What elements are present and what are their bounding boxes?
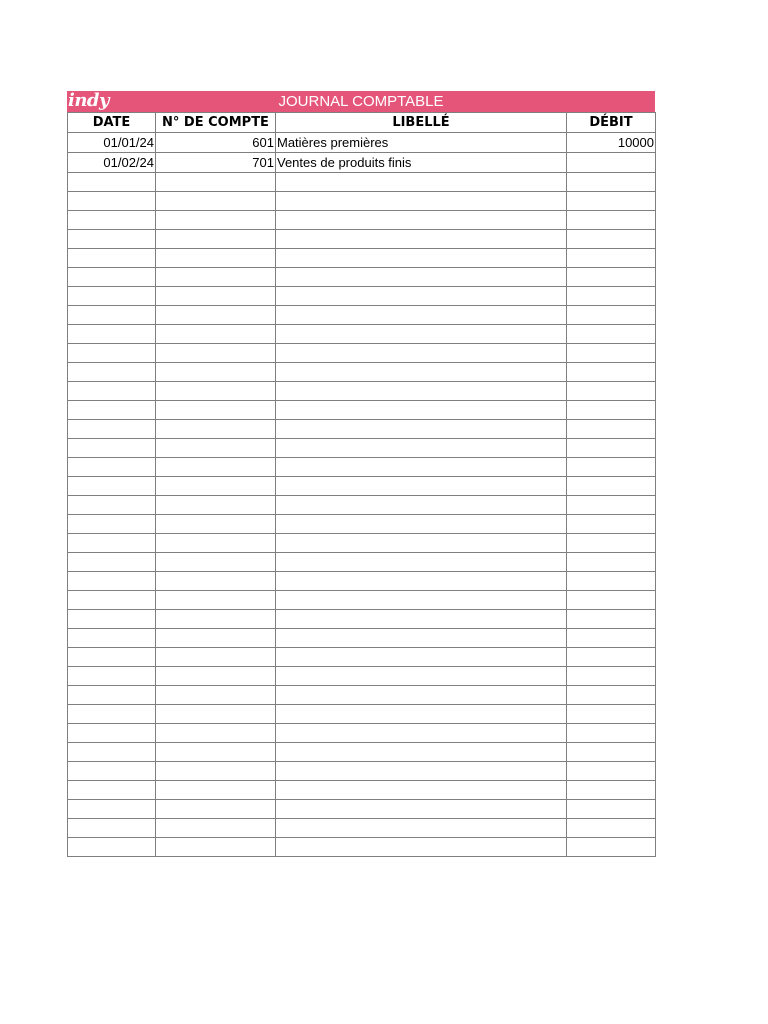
debit-cell[interactable] [567,287,656,306]
date-cell[interactable] [68,572,156,591]
label-cell[interactable] [276,401,567,420]
date-cell[interactable]: 01/02/24 [68,153,156,173]
label-cell[interactable] [276,667,567,686]
debit-cell[interactable] [567,705,656,724]
account-cell[interactable] [156,287,276,306]
table-row [68,268,656,287]
account-cell[interactable] [156,439,276,458]
account-cell[interactable] [156,534,276,553]
account-cell[interactable] [156,629,276,648]
date-cell[interactable] [68,211,156,230]
column-header-date: DATE [68,113,156,133]
account-cell[interactable] [156,306,276,325]
date-cell[interactable] [68,249,156,268]
table-row [68,344,656,363]
label-cell[interactable] [276,629,567,648]
table-row [68,230,656,249]
debit-cell[interactable] [567,781,656,800]
debit-cell[interactable] [567,249,656,268]
account-cell[interactable] [156,724,276,743]
table-row [68,762,656,781]
label-cell[interactable] [276,705,567,724]
label-cell[interactable] [276,268,567,287]
debit-cell[interactable] [567,762,656,781]
date-cell[interactable] [68,800,156,819]
account-cell[interactable]: 601 [156,133,276,153]
table-row [68,648,656,667]
debit-cell[interactable] [567,458,656,477]
label-cell[interactable] [276,610,567,629]
label-cell[interactable]: Ventes de produits finis [276,153,567,173]
label-cell[interactable] [276,648,567,667]
debit-cell[interactable] [567,477,656,496]
debit-cell[interactable] [567,591,656,610]
table-row [68,382,656,401]
account-cell[interactable] [156,572,276,591]
date-cell[interactable] [68,819,156,838]
account-cell[interactable] [156,211,276,230]
debit-cell[interactable] [567,648,656,667]
journal-title: JOURNAL COMPTABLE [278,93,444,110]
date-cell[interactable]: 01/01/24 [68,133,156,153]
debit-cell[interactable] [567,686,656,705]
journal-body [68,133,656,857]
date-cell[interactable] [68,344,156,363]
date-cell[interactable] [68,401,156,420]
account-cell[interactable] [156,230,276,249]
date-cell[interactable] [68,439,156,458]
date-cell[interactable] [68,496,156,515]
debit-cell[interactable] [567,153,656,173]
label-cell[interactable] [276,230,567,249]
debit-cell[interactable] [567,610,656,629]
table-row [68,173,656,192]
table-row [68,153,656,173]
account-cell[interactable] [156,800,276,819]
date-cell[interactable] [68,743,156,762]
column-header-debit: DÉBIT [567,113,656,133]
label-cell[interactable] [276,572,567,591]
label-cell[interactable] [276,553,567,572]
account-cell[interactable]: 701 [156,153,276,173]
debit-cell[interactable] [567,515,656,534]
label-cell[interactable] [276,287,567,306]
table-row [68,781,656,800]
debit-cell[interactable] [567,819,656,838]
column-header-label: LIBELLÉ [276,113,567,133]
debit-cell[interactable] [567,401,656,420]
date-cell[interactable] [68,629,156,648]
account-cell[interactable] [156,173,276,192]
label-cell[interactable] [276,306,567,325]
debit-cell[interactable] [567,553,656,572]
label-cell[interactable] [276,686,567,705]
date-cell[interactable] [68,268,156,287]
label-cell[interactable] [276,477,567,496]
account-cell[interactable] [156,781,276,800]
table-row [68,629,656,648]
debit-cell[interactable] [567,534,656,553]
label-cell[interactable] [276,591,567,610]
date-cell[interactable] [68,686,156,705]
date-cell[interactable] [68,382,156,401]
label-cell[interactable] [276,382,567,401]
label-cell[interactable] [276,420,567,439]
table-row [68,838,656,857]
debit-cell[interactable] [567,838,656,857]
table-row [68,325,656,344]
account-cell[interactable] [156,762,276,781]
table-row [68,667,656,686]
table-row [68,420,656,439]
account-cell[interactable] [156,515,276,534]
debit-cell[interactable] [567,363,656,382]
label-cell[interactable] [276,781,567,800]
label-cell[interactable] [276,762,567,781]
label-cell[interactable] [276,173,567,192]
label-cell[interactable] [276,211,567,230]
table-row [68,515,656,534]
table-row [68,249,656,268]
debit-cell[interactable] [567,268,656,287]
debit-cell[interactable] [567,420,656,439]
account-cell[interactable] [156,648,276,667]
header-row [68,113,656,133]
table-row [68,439,656,458]
account-cell[interactable] [156,819,276,838]
table-row [68,724,656,743]
label-cell[interactable] [276,800,567,819]
table-row [68,534,656,553]
date-cell[interactable] [68,762,156,781]
date-cell[interactable] [68,610,156,629]
date-cell[interactable] [68,781,156,800]
date-cell[interactable] [68,458,156,477]
table-row [68,363,656,382]
table-row [68,496,656,515]
account-cell[interactable] [156,268,276,287]
table-row [68,800,656,819]
label-cell[interactable] [276,819,567,838]
date-cell[interactable] [68,287,156,306]
date-cell[interactable] [68,838,156,857]
debit-cell[interactable] [567,743,656,762]
account-cell[interactable] [156,610,276,629]
table-row [68,705,656,724]
account-cell[interactable] [156,553,276,572]
account-cell[interactable] [156,743,276,762]
debit-cell[interactable] [567,439,656,458]
table-row [68,610,656,629]
debit-cell[interactable] [567,629,656,648]
date-cell[interactable] [68,192,156,211]
date-cell[interactable] [68,534,156,553]
label-cell[interactable] [276,458,567,477]
account-cell[interactable] [156,667,276,686]
label-cell[interactable] [276,363,567,382]
account-cell[interactable] [156,363,276,382]
date-cell[interactable] [68,325,156,344]
date-cell[interactable] [68,173,156,192]
account-cell[interactable] [156,382,276,401]
account-cell[interactable] [156,705,276,724]
label-cell[interactable]: Matières premières [276,133,567,153]
account-cell[interactable] [156,458,276,477]
column-header-account: N° DE COMPTE [156,113,276,133]
date-cell[interactable] [68,724,156,743]
debit-cell[interactable] [567,382,656,401]
table-row [68,477,656,496]
date-cell[interactable] [68,515,156,534]
label-cell[interactable] [276,439,567,458]
account-cell[interactable] [156,192,276,211]
account-cell[interactable] [156,420,276,439]
account-cell[interactable] [156,325,276,344]
debit-cell[interactable] [567,173,656,192]
title-bar [67,91,655,112]
accounting-journal-sheet [67,91,655,857]
table-row [68,686,656,705]
debit-cell[interactable] [567,800,656,819]
journal-table [67,112,656,857]
debit-cell[interactable] [567,325,656,344]
account-cell[interactable] [156,686,276,705]
debit-cell[interactable] [567,230,656,249]
indy-logo: indy [68,90,109,111]
account-cell[interactable] [156,591,276,610]
debit-cell[interactable]: 10000 [567,133,656,153]
label-cell[interactable] [276,534,567,553]
table-row [68,287,656,306]
date-cell[interactable] [68,705,156,724]
date-cell[interactable] [68,363,156,382]
label-cell[interactable] [276,743,567,762]
date-cell[interactable] [68,591,156,610]
table-row [68,458,656,477]
account-cell[interactable] [156,344,276,363]
table-row [68,591,656,610]
date-cell[interactable] [68,306,156,325]
date-cell[interactable] [68,553,156,572]
date-cell[interactable] [68,230,156,249]
table-row [68,192,656,211]
debit-cell[interactable] [567,496,656,515]
debit-cell[interactable] [567,667,656,686]
debit-cell[interactable] [567,211,656,230]
date-cell[interactable] [68,420,156,439]
account-cell[interactable] [156,838,276,857]
date-cell[interactable] [68,667,156,686]
table-row [68,572,656,591]
label-cell[interactable] [276,344,567,363]
table-row [68,553,656,572]
table-row [68,743,656,762]
debit-cell[interactable] [567,306,656,325]
label-cell[interactable] [276,838,567,857]
label-cell[interactable] [276,325,567,344]
debit-cell[interactable] [567,344,656,363]
label-cell[interactable] [276,724,567,743]
account-cell[interactable] [156,477,276,496]
table-row [68,133,656,153]
label-cell[interactable] [276,249,567,268]
table-row [68,211,656,230]
debit-cell[interactable] [567,572,656,591]
label-cell[interactable] [276,515,567,534]
label-cell[interactable] [276,192,567,211]
table-row [68,306,656,325]
date-cell[interactable] [68,648,156,667]
date-cell[interactable] [68,477,156,496]
table-row [68,819,656,838]
account-cell[interactable] [156,401,276,420]
debit-cell[interactable] [567,724,656,743]
account-cell[interactable] [156,496,276,515]
table-row [68,401,656,420]
account-cell[interactable] [156,249,276,268]
label-cell[interactable] [276,496,567,515]
debit-cell[interactable] [567,192,656,211]
